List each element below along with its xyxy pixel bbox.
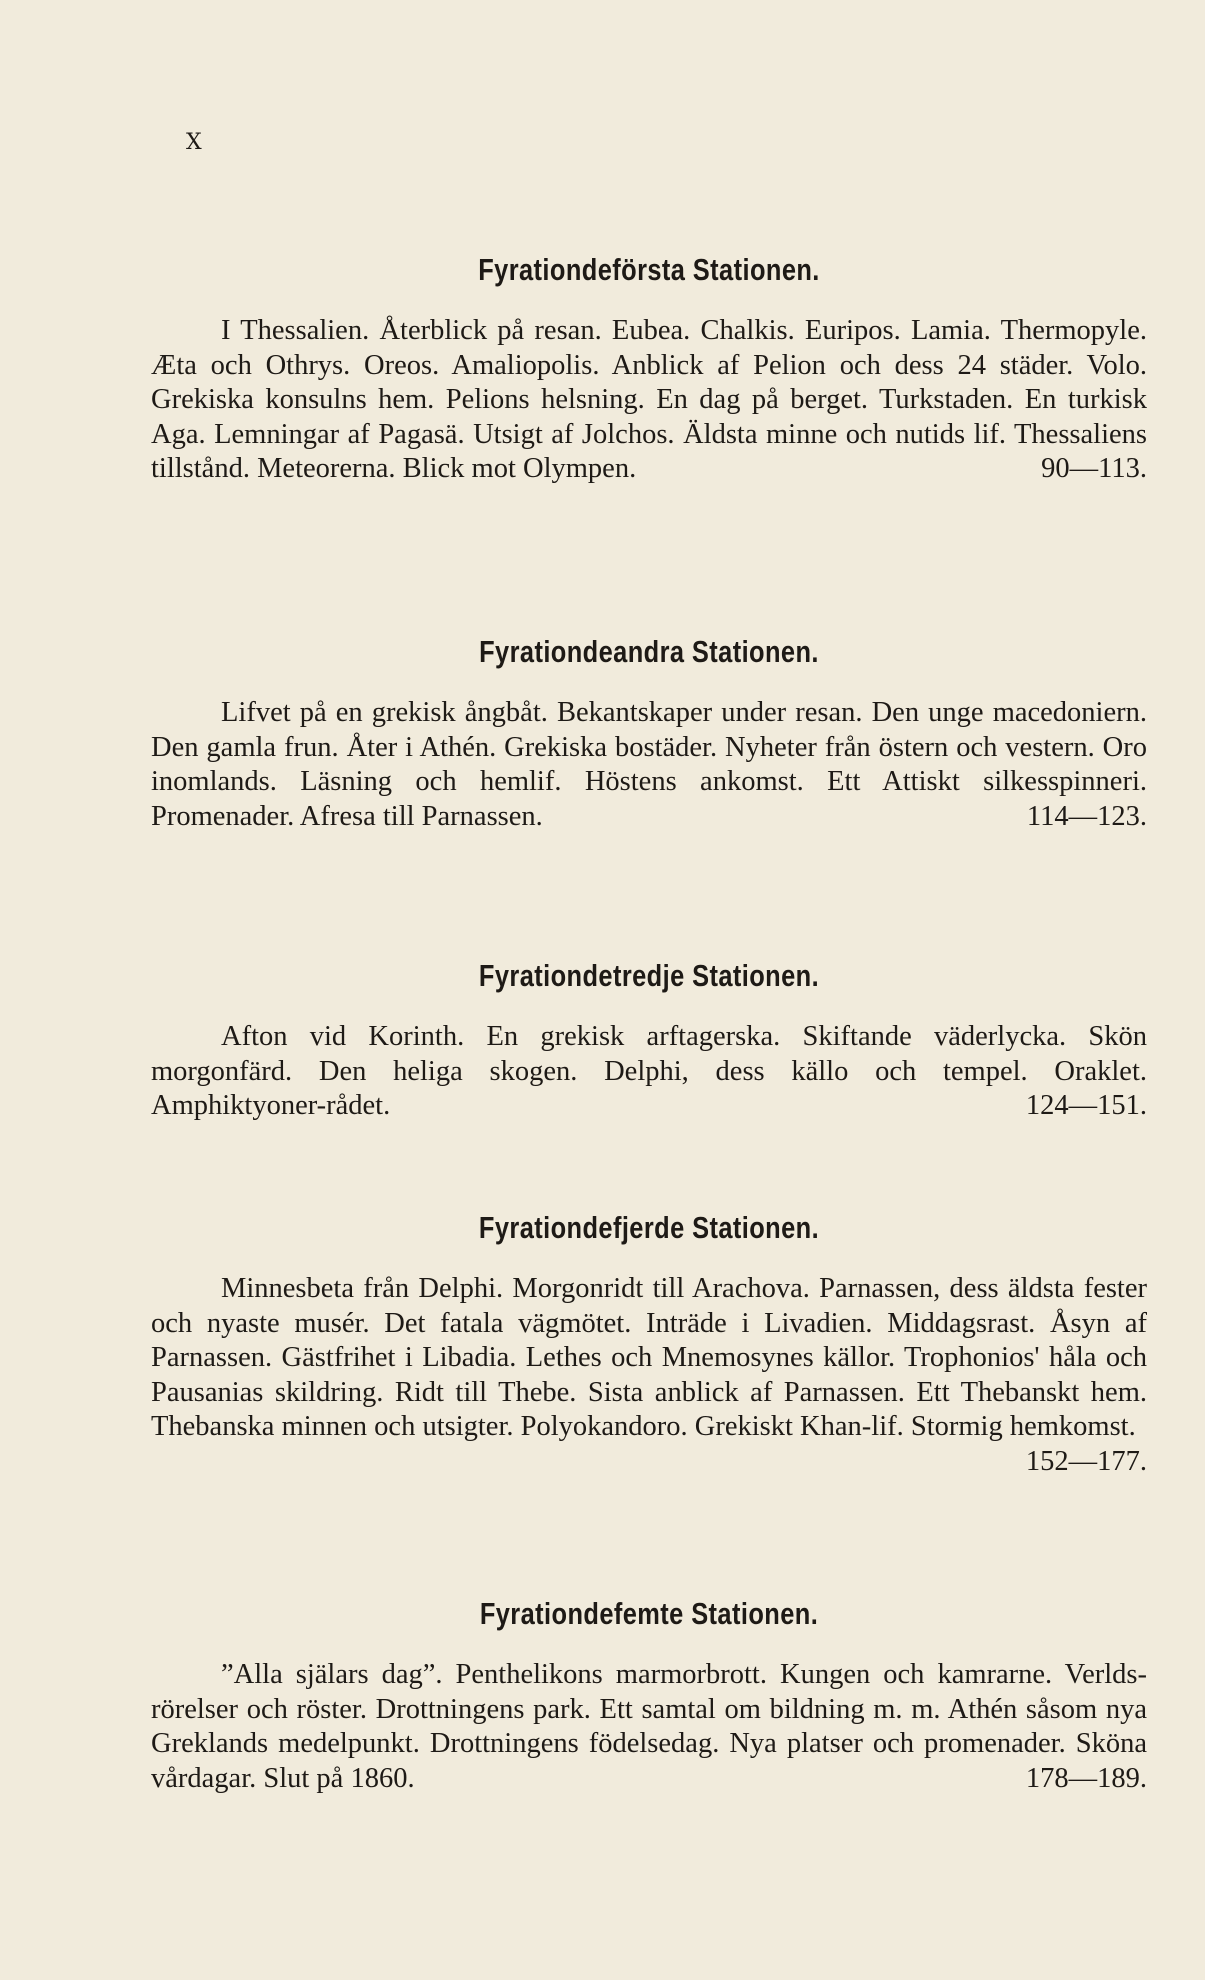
section-44: [151, 1210, 1147, 1479]
section-text: [151, 696, 1147, 834]
section-42: [151, 634, 1147, 834]
section-heading: Fyrationdeandra Stationen.: [479, 634, 819, 669]
page-range: 90—113.: [1041, 453, 1147, 484]
page-range: 114—123.: [1026, 800, 1147, 832]
page-number: X: [186, 130, 203, 155]
page-range: 178—189.: [1025, 1762, 1147, 1794]
section-43: [151, 958, 1147, 1124]
page-range: 124—151.: [1025, 1090, 1147, 1121]
section-summary: ”Alla själars dag”. Penthelikons marmorbrott. Kungen och kamrarne. Verlds-rörelser och röster. Drottningens park. Ett samtal om bildning m. m. Athén såsom nya Greklands medelpunkt. Drottningens födelsedag. Nya platser och promenader. Sköna vårdagar. Slut på 1860.: [151, 1659, 1147, 1794]
section-41: [151, 252, 1147, 487]
section-45: [151, 1596, 1147, 1796]
section-heading: Fyrationdefemte Stationen.: [479, 1596, 819, 1631]
section-summary: Lifvet på en grekisk ångbåt. Bekantskaper under resan. Den unge macedoniern. Den gamla frun. Åter i Athén. Grekiska bostäder. Nyheter från östern och vestern. Oro inomlands. Läsning och hemlif. Höstens ankomst. Ett Attiskt silkesspinneri. Promenader. Afresa till Parnassen.: [151, 697, 1147, 832]
section-summary: Minnesbeta från Delphi. Morgonridt till Arachova. Parnassen, dess äldsta fester och nyaste musér. Det fatala vägmötet. Inträde i Livadien. Middagsrast. Åsyn af Parnassen. Gästfrihet i Libadia. Lethes och Mnemosynes källor. Trophonios' håla och Pausanias skildring. Ridt till Thebe. Sista anblick af Parnassen. Ett Thebanskt hem. Thebanska minnen och utsigter. Polyokandoro. Grekiskt Khan-lif. Stormig hemkomst.: [151, 1273, 1147, 1442]
section-text: [151, 1272, 1147, 1477]
section-text: [151, 1658, 1147, 1796]
section-summary: I Thessalien. Återblick på resan. Eubea. Chalkis. Euripos. Lamia. Thermopyle. Æta och Othrys. Oreos. Amaliopolis. Anblick af Pelion och dess 24 städer. Volo. Grekiska konsulns hem. Pelions helsning. En dag på berget. Turkstaden. En turkisk Aga. Lemningar af Pagasä. Utsigt af Jolchos. Äldsta minne och nutids lif. Thessaliens tillstånd. Meteorerna. Blick mot Olympen.: [151, 315, 1147, 484]
section-heading: Fyrationdeförsta Stationen.: [478, 252, 820, 287]
section-heading: Fyrationdetredje Stationen.: [478, 958, 820, 993]
section-text: [151, 1020, 1147, 1124]
section-summary: Afton vid Korinth. En grekisk arftagerska. Skiftande väderlycka. Skön morgonfärd. Den heliga skogen. Delphi, dess källo och tempel. Oraklet. Amphiktyoner-rådet.: [151, 1021, 1147, 1121]
section-text: [151, 314, 1147, 487]
page-range: 152—177.: [1025, 1445, 1147, 1477]
section-heading: Fyrationdefjerde Stationen.: [478, 1210, 820, 1245]
